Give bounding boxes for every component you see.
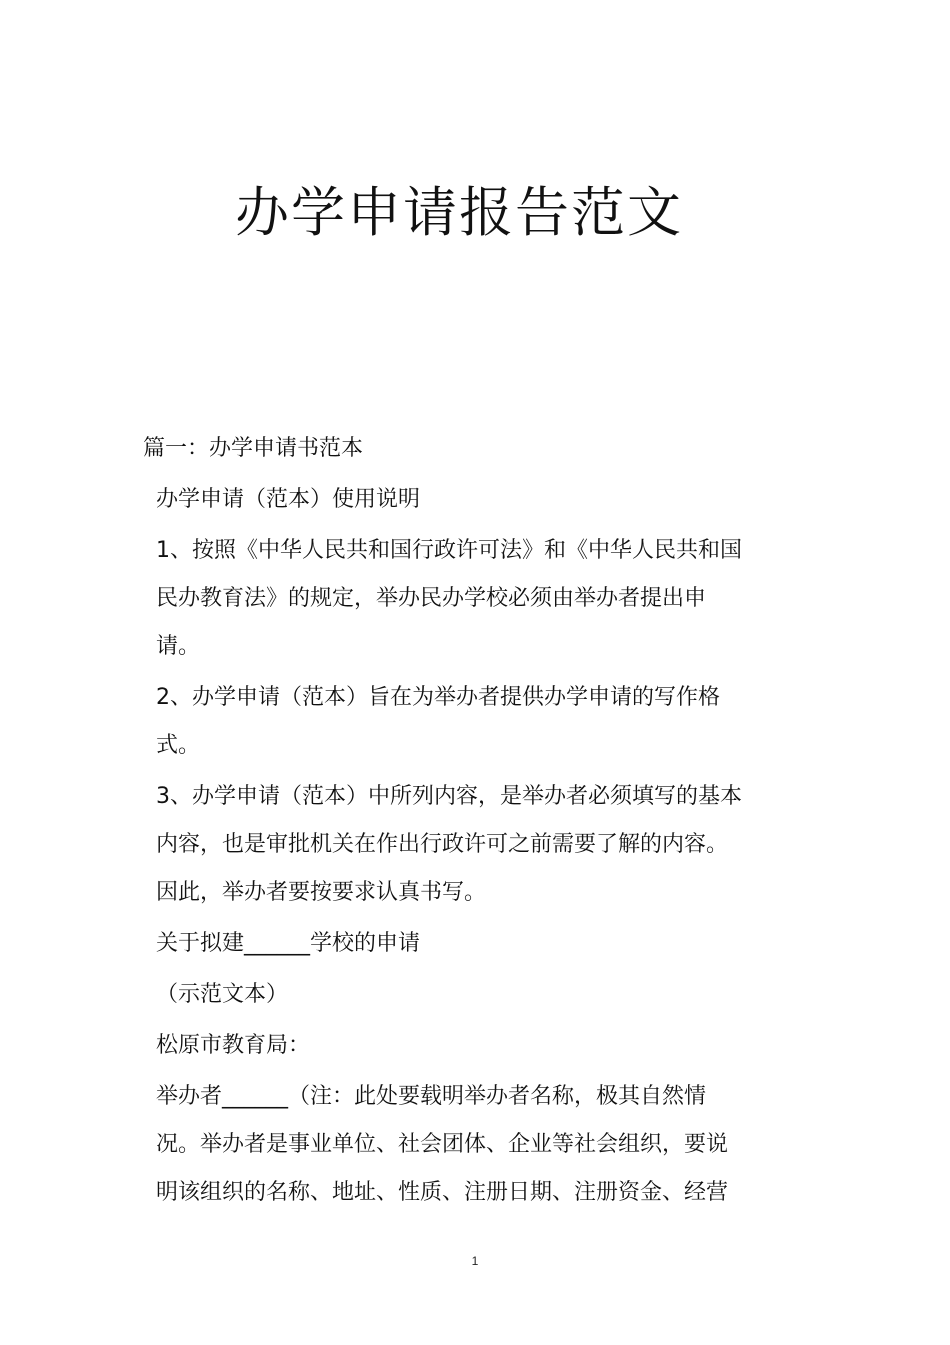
instruction-item-1: 1、按照《中华人民共和国行政许可法》和《中华人民共和国民办教育法》的规定，举办民办学校必须由举办者提出申请。 <box>156 538 742 659</box>
application-title: 关于拟建______学校的申请 <box>156 931 421 956</box>
body-paragraph: 举办者______（注：此处要载明举办者名称，极其自然情况。举办者是事业单位、社会团体、企业等社会组织，要说明该组织的名称、地址、性质、注册日期、注册资金、经营 <box>156 1084 729 1205</box>
instruction-item-3: 3、办学申请（范本）中所列内容，是举办者必须填写的基本内容，也是审批机关在作出行政许可之前需要了解的内容。因此，举办者要按要求认真书写。 <box>156 784 742 905</box>
document-title: 办学申请报告范文 <box>235 181 683 244</box>
page-number: 1 <box>471 1254 479 1268</box>
instructions-heading: 办学申请（范本）使用说明 <box>156 487 421 512</box>
recipient-line: 松原市教育局： <box>156 1033 311 1058</box>
document-body <box>143 425 743 1220</box>
sample-text-label: （示范文本） <box>156 982 289 1007</box>
section-heading: 篇一：办学申请书范本 <box>143 436 364 461</box>
instruction-item-2: 2、办学申请（范本）旨在为举办者提供办学申请的写作格式。 <box>156 685 720 758</box>
